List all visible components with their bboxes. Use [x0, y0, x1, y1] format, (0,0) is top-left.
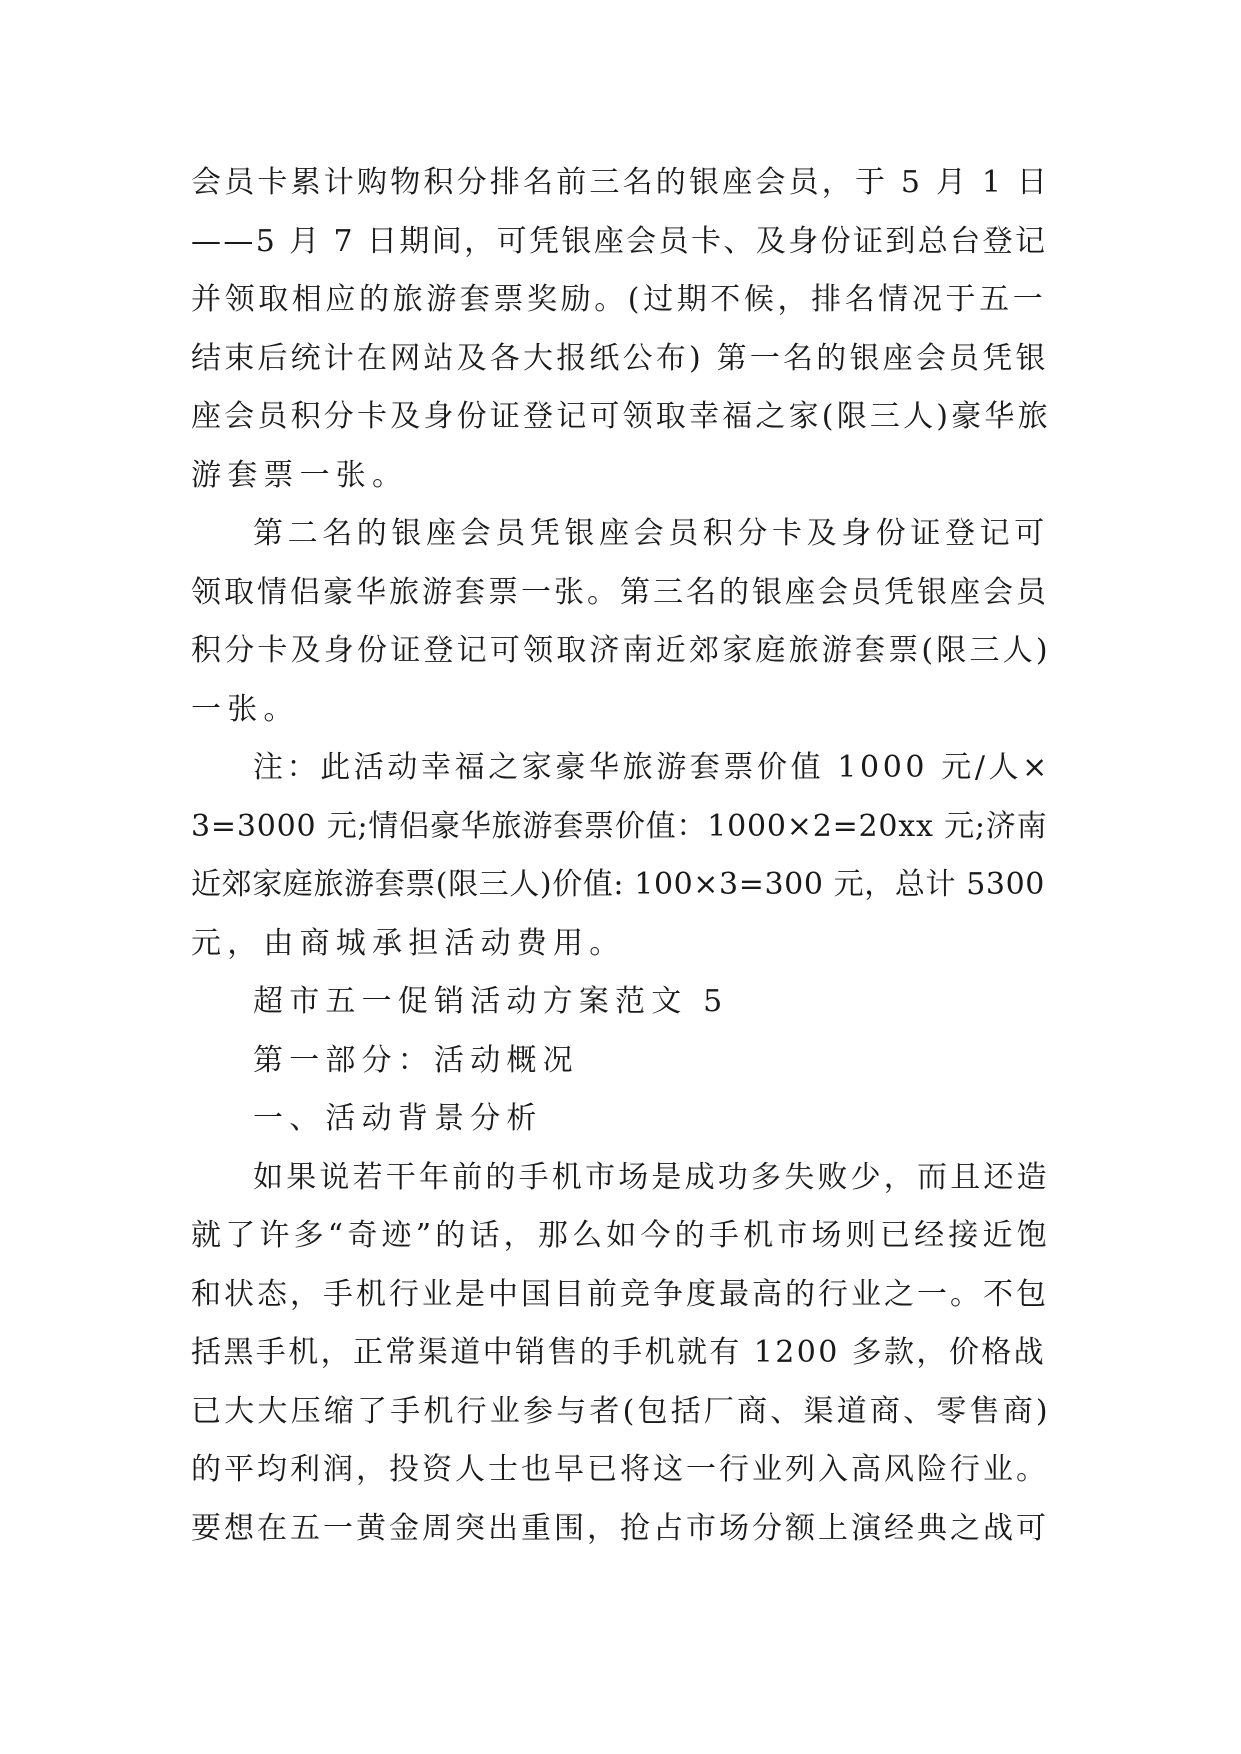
text-line: 并领取相应的旅游套票奖励。(过期不候，排名情况于五一	[191, 282, 1047, 317]
document-body	[191, 154, 1051, 1558]
text-line: 第二名的银座会员凭银座会员积分卡及身份证登记可	[253, 516, 1049, 551]
text-line: 会员卡累计购物积分排名前三名的银座会员，于 5 月 1 日	[191, 165, 1051, 200]
text-line: 积分卡及身份证登记可领取济南近郊家庭旅游套票(限三人)	[191, 633, 1051, 668]
text-line: 一张。	[191, 691, 300, 727]
subsection-heading	[191, 1090, 1051, 1149]
text-line: 和状态，手机行业是中国目前竞争度最高的行业之一。不包	[191, 1276, 1049, 1312]
section-title	[191, 973, 1051, 1032]
text-line: ——5 月 7 日期间，可凭银座会员卡、及身份证到总台登记	[191, 223, 1048, 259]
text-line: 括黑手机，正常渠道中销售的手机就有 1200 多款，价格战	[191, 1335, 1047, 1370]
text-line: 座会员积分卡及身份证登记可领取幸福之家(限三人)豪华旅	[191, 399, 1051, 434]
text-line: 3=3000 元;情侣豪华旅游套票价值：1000×2=20xx 元;济南	[191, 808, 1048, 844]
paragraph-market-background	[191, 1149, 1051, 1559]
text-line: 就了许多“奇迹”的话，那么如今的手机市场则已经接近饱	[191, 1218, 1051, 1253]
text-line: 如果说若干年前的手机市场是成功多失败少，而且还造	[253, 1159, 1050, 1195]
text-line: 的平均利润，投资人士也早已将这一行业列入高风险行业。	[191, 1452, 1049, 1487]
text-line: 注：此活动幸福之家豪华旅游套票价值 1000 元/人×	[253, 750, 1051, 785]
text-line: 结束后统计在网站及各大报纸公布) 第一名的银座会员凭银	[191, 340, 1049, 376]
text-line: 游套票一张。	[191, 457, 409, 493]
text-line: 要想在五一黄金周突出重围，抢占市场分额上演经典之战可	[191, 1510, 1049, 1546]
paragraph-note-cost	[191, 739, 1051, 973]
text-line: 已大大压缩了手机行业参与者(包括厂商、渠道商、零售商)	[191, 1393, 1051, 1429]
paragraph-second-third-prize	[191, 505, 1051, 739]
paragraph-membership-ranking	[191, 154, 1051, 505]
text-line: 一、活动背景分析	[253, 1101, 543, 1136]
text-line: 元，由商城承担活动费用。	[191, 925, 626, 961]
text-line: 近郊家庭旅游套票(限三人)价值: 100×3=300 元，总计 5300	[191, 867, 1045, 902]
text-line: 领取情侣豪华旅游套票一张。第三名的银座会员凭银座会员	[191, 574, 1049, 610]
part-heading	[191, 1032, 1051, 1091]
text-line: 超市五一促销活动方案范文 5	[253, 984, 729, 1019]
text-line: 第一部分：活动概况	[253, 1042, 579, 1078]
